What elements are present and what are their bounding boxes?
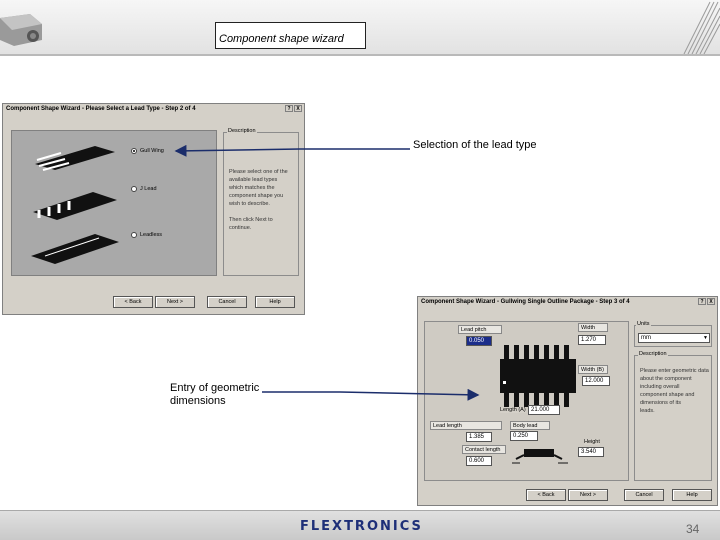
description-line: component shape you xyxy=(229,193,284,199)
width-b-label: Width (B) xyxy=(578,365,608,374)
length-field[interactable]: 21.000 xyxy=(528,405,560,415)
geometry-dialog xyxy=(417,296,718,506)
description-line: Please enter geometric data xyxy=(640,368,709,374)
dialog-title: Component Shape Wizard - Please Select a Lead Type - Step 2 of 4 xyxy=(6,106,196,112)
radio-j-lead[interactable] xyxy=(131,186,137,192)
contact-length-field[interactable]: 0.600 xyxy=(466,456,492,466)
height-field[interactable]: 3.540 xyxy=(578,447,604,457)
dialog-title-bar xyxy=(418,297,717,307)
description-line: leads. xyxy=(640,408,655,414)
geometry-annotation xyxy=(170,382,259,408)
next-button[interactable]: Next > xyxy=(155,296,195,308)
description-line: dimensions of its xyxy=(640,400,681,406)
lead-length-label: Lead length xyxy=(430,421,502,430)
width-b-field[interactable]: 12.000 xyxy=(582,376,610,386)
description-text xyxy=(229,168,297,232)
next-button[interactable]: Next > xyxy=(568,489,608,501)
help-button[interactable]: Help xyxy=(672,489,712,501)
option-leadless[interactable] xyxy=(131,232,162,238)
dialog-title: Component Shape Wizard - Gullwing Single Outline Package - Step 3 of 4 xyxy=(421,299,630,305)
length-label: Length (A) xyxy=(500,407,526,413)
units-label: Units xyxy=(637,321,650,327)
slide-title: Component shape wizard xyxy=(215,22,366,49)
lead-length-field[interactable]: 1.385 xyxy=(466,432,492,442)
option-j-lead[interactable] xyxy=(131,186,157,192)
units-select[interactable] xyxy=(638,333,710,343)
help-button[interactable]: Help xyxy=(255,296,295,308)
description-line: available lead types xyxy=(229,177,278,183)
lead-type-annotation: Selection of the lead type xyxy=(413,139,537,151)
contact-length-label: Contact length xyxy=(462,445,506,454)
description-line: which matches the xyxy=(229,185,275,191)
lead-type-dialog xyxy=(2,103,305,315)
help-title-button[interactable]: ? xyxy=(698,298,706,305)
description-label: Description xyxy=(228,128,256,134)
units-value: mm xyxy=(641,335,651,341)
description-line: about the component xyxy=(640,376,692,382)
close-title-button[interactable]: X xyxy=(707,298,715,305)
height-label: Height xyxy=(584,439,600,445)
option-label: Leadless xyxy=(140,232,163,238)
back-button[interactable]: < Back xyxy=(113,296,153,308)
description-line: Please select one of the xyxy=(229,169,288,175)
header-decoration xyxy=(670,0,720,54)
cancel-button[interactable]: Cancel xyxy=(624,489,664,501)
cancel-button[interactable]: Cancel xyxy=(207,296,247,308)
close-title-button[interactable]: X xyxy=(294,105,302,112)
dialog-title-bar xyxy=(3,104,304,114)
description-line xyxy=(229,208,297,216)
width-field[interactable]: 1.270 xyxy=(578,335,606,345)
header-divider xyxy=(0,54,720,56)
back-button[interactable]: < Back xyxy=(526,489,566,501)
description-line: including overall xyxy=(640,384,680,390)
description-line: wish to describe. xyxy=(229,201,270,207)
description-text xyxy=(640,367,710,415)
page-number: 34 xyxy=(686,522,700,536)
chevron-down-icon[interactable]: ▼ xyxy=(703,335,708,341)
option-gull-wing[interactable] xyxy=(131,148,164,154)
projector-icon xyxy=(0,0,44,54)
leadless-illustration xyxy=(25,226,125,266)
width-label: Width xyxy=(578,323,608,332)
footer-logo: FLEXTRONICS xyxy=(300,519,423,534)
j-lead-illustration xyxy=(25,182,125,222)
body-lead-field[interactable]: 0.250 xyxy=(510,431,538,441)
side-profile-drawing xyxy=(510,443,570,465)
description-line: continue. xyxy=(229,225,252,231)
option-label: J Lead xyxy=(140,186,157,192)
body-lead-label: Body lead xyxy=(510,421,550,430)
annotation-line: dimensions xyxy=(170,395,226,407)
radio-leadless[interactable] xyxy=(131,232,137,238)
gull-wing-illustration xyxy=(25,136,125,176)
radio-gull-wing[interactable] xyxy=(131,148,137,154)
description-label: Description xyxy=(639,351,667,357)
annotation-line: Entry of geometric xyxy=(170,382,260,394)
option-label: Gull Wing xyxy=(140,148,164,154)
help-title-button[interactable]: ? xyxy=(285,105,293,112)
pitch-field[interactable]: 0.050 xyxy=(466,336,492,346)
package-drawing xyxy=(496,341,580,411)
description-line: Then click Next to xyxy=(229,217,273,223)
pitch-label: Lead pitch xyxy=(458,325,502,334)
description-line: component shape and xyxy=(640,392,695,398)
